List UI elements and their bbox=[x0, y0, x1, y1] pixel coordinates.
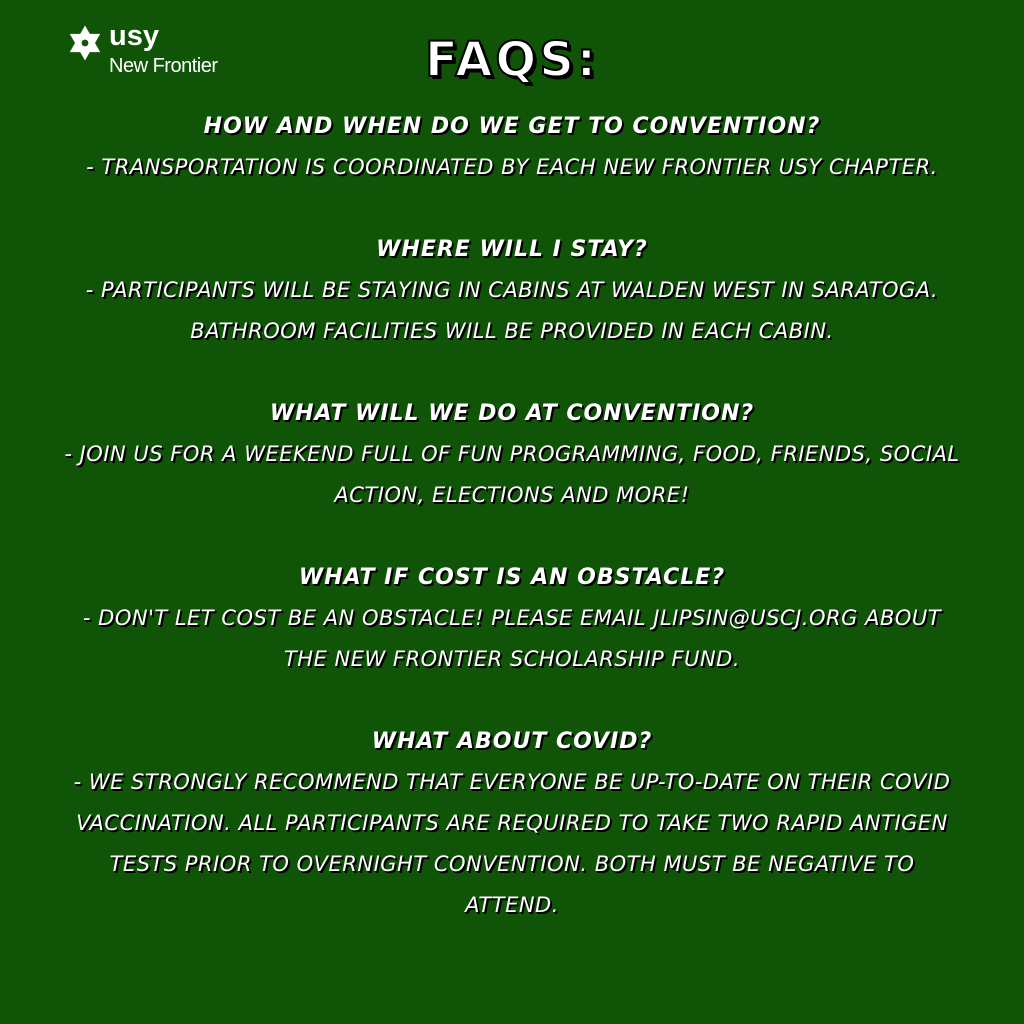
logo-brand: usy bbox=[109, 20, 159, 52]
faq-item bbox=[60, 106, 964, 188]
faq-question: WHAT IF COST IS AN OBSTACLE? bbox=[298, 565, 726, 590]
faq-question: HOW AND WHEN DO WE GET TO CONVENTION? bbox=[203, 114, 821, 139]
faq-answer: - JOIN US FOR A WEEKEND FULL OF FUN PROGRAMMING, FOOD, FRIENDS, SOCIAL ACTION, ELECTIONS AND MORE! bbox=[64, 442, 960, 507]
faq-question: WHERE WILL I STAY? bbox=[376, 237, 648, 262]
faq-answer: - PARTICIPANTS WILL BE STAYING IN CABINS AT WALDEN WEST IN SARATOGA. BATHROOM FACILITIES WILL BE PROVIDED IN EACH CABIN. bbox=[85, 278, 939, 343]
faq-answer: - DON'T LET COST BE AN OBSTACLE! PLEASE EMAIL JLIPSIN@USCJ.ORG ABOUT THE NEW FRONTIER SCHOLARSHIP FUND. bbox=[82, 606, 942, 671]
page-title: FAQS: bbox=[425, 32, 599, 88]
faq-list bbox=[60, 106, 964, 967]
faq-item bbox=[60, 229, 964, 352]
faq-question: WHAT WILL WE DO AT CONVENTION? bbox=[269, 401, 755, 426]
faq-answer: - WE STRONGLY RECOMMEND THAT EVERYONE BE UP-TO-DATE ON THEIR COVID VACCINATION. ALL PARTICIPANTS ARE REQUIRED TO TAKE TWO RAPID ANTIGEN TESTS PRIOR TO OVERNIGHT CONVENTION. BOTH MUST BE NEGATIVE TO ATTEND. bbox=[73, 770, 951, 917]
faq-item bbox=[60, 393, 964, 516]
faq-question: WHAT ABOUT COVID? bbox=[371, 729, 653, 754]
faq-answer: - TRANSPORTATION IS COORDINATED BY EACH NEW FRONTIER USY CHAPTER. bbox=[86, 155, 938, 179]
logo-subtitle: New Frontier bbox=[109, 55, 218, 77]
faq-item bbox=[60, 557, 964, 680]
faq-item bbox=[60, 721, 964, 926]
